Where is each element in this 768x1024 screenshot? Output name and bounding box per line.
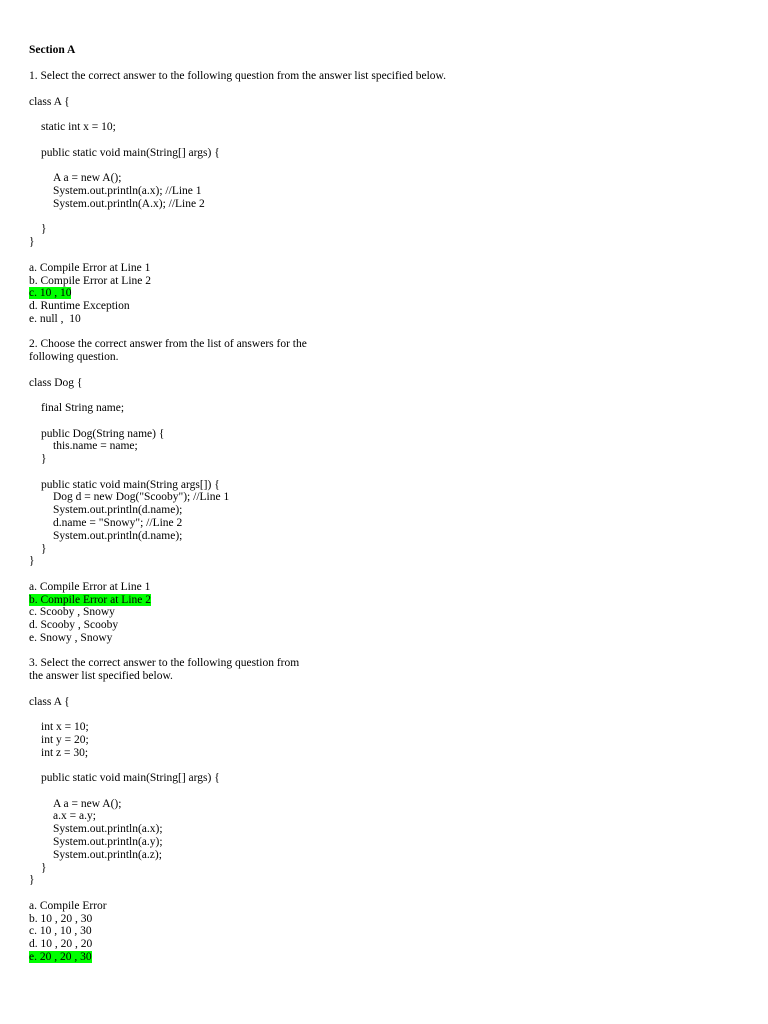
q1-option: d. Runtime Exception bbox=[29, 300, 130, 312]
q2-code-line: public static void main(String args[]) { bbox=[41, 479, 220, 491]
q2-option: d. Scooby , Scooby bbox=[29, 619, 119, 631]
q2-code-line: System.out.println(d.name); bbox=[53, 504, 183, 516]
q3-code-line: A a = new A(); bbox=[53, 798, 122, 810]
q3-option: c. 10 , 10 , 30 bbox=[29, 925, 92, 937]
q3-code-line: int z = 30; bbox=[41, 747, 89, 759]
section-title: Section A bbox=[29, 44, 76, 56]
q1-option: e. null , 10 bbox=[29, 313, 81, 325]
q2-code-line: final String name; bbox=[41, 402, 125, 414]
q2-code-line: Dog d = new Dog("Scooby"); //Line 1 bbox=[53, 491, 230, 503]
q3-code-line: } bbox=[41, 862, 47, 874]
q3-code-line: class A { bbox=[29, 696, 70, 708]
q1-code-line: static int x = 10; bbox=[41, 121, 116, 133]
q2-option: a. Compile Error at Line 1 bbox=[29, 581, 151, 593]
q2-code-line: } bbox=[29, 555, 35, 567]
q1-code-line: } bbox=[41, 223, 47, 235]
q3-code-line: System.out.println(a.x); bbox=[53, 823, 163, 835]
q3-prompt: 3. Select the correct answer to the following question from bbox=[29, 657, 300, 669]
q3-prompt: the answer list specified below. bbox=[29, 670, 173, 682]
q3-code-line: int x = 10; bbox=[41, 721, 89, 733]
q3-code-line: int y = 20; bbox=[41, 734, 89, 746]
q1-prompt: 1. Select the correct answer to the following question from the answer list specified below. bbox=[29, 70, 446, 82]
q3-option: a. Compile Error bbox=[29, 900, 107, 912]
q2-prompt: 2. Choose the correct answer from the list of answers for the bbox=[29, 338, 307, 350]
q2-code-line: } bbox=[41, 453, 47, 465]
q2-code-line: } bbox=[41, 543, 47, 555]
q2-option-correct: b. Compile Error at Line 2 bbox=[29, 594, 151, 606]
q2-code-line: class Dog { bbox=[29, 377, 83, 389]
q3-code-line: System.out.println(a.y); bbox=[53, 836, 163, 848]
q2-prompt: following question. bbox=[29, 351, 119, 363]
q1-option-correct: c. 10 , 10 bbox=[29, 287, 72, 299]
q3-option-correct: e. 20 , 20 , 30 bbox=[29, 951, 92, 963]
q2-code-line: this.name = name; bbox=[53, 440, 138, 452]
q3-option: d. 10 , 20 , 20 bbox=[29, 938, 93, 950]
q1-code-line: class A { bbox=[29, 96, 70, 108]
q1-code-line: System.out.println(a.x); //Line 1 bbox=[53, 185, 202, 197]
q2-code-line: d.name = "Snowy"; //Line 2 bbox=[53, 517, 183, 529]
q2-code-line: System.out.println(d.name); bbox=[53, 530, 183, 542]
q1-code-line: public static void main(String[] args) { bbox=[41, 147, 220, 159]
q3-code-line: a.x = a.y; bbox=[53, 810, 96, 822]
q2-option: c. Scooby , Snowy bbox=[29, 606, 115, 618]
q1-option: a. Compile Error at Line 1 bbox=[29, 262, 151, 274]
q3-code-line: public static void main(String[] args) { bbox=[41, 772, 220, 784]
q2-option: e. Snowy , Snowy bbox=[29, 632, 113, 644]
q3-option: b. 10 , 20 , 30 bbox=[29, 913, 93, 925]
q1-code-line: A a = new A(); bbox=[53, 172, 122, 184]
q3-code-line: System.out.println(a.z); bbox=[53, 849, 162, 861]
q1-code-line: } bbox=[29, 236, 35, 248]
q1-code-line: System.out.println(A.x); //Line 2 bbox=[53, 198, 205, 210]
q3-code-line: } bbox=[29, 874, 35, 886]
q2-code-line: public Dog(String name) { bbox=[41, 428, 165, 440]
q1-option: b. Compile Error at Line 2 bbox=[29, 275, 151, 287]
